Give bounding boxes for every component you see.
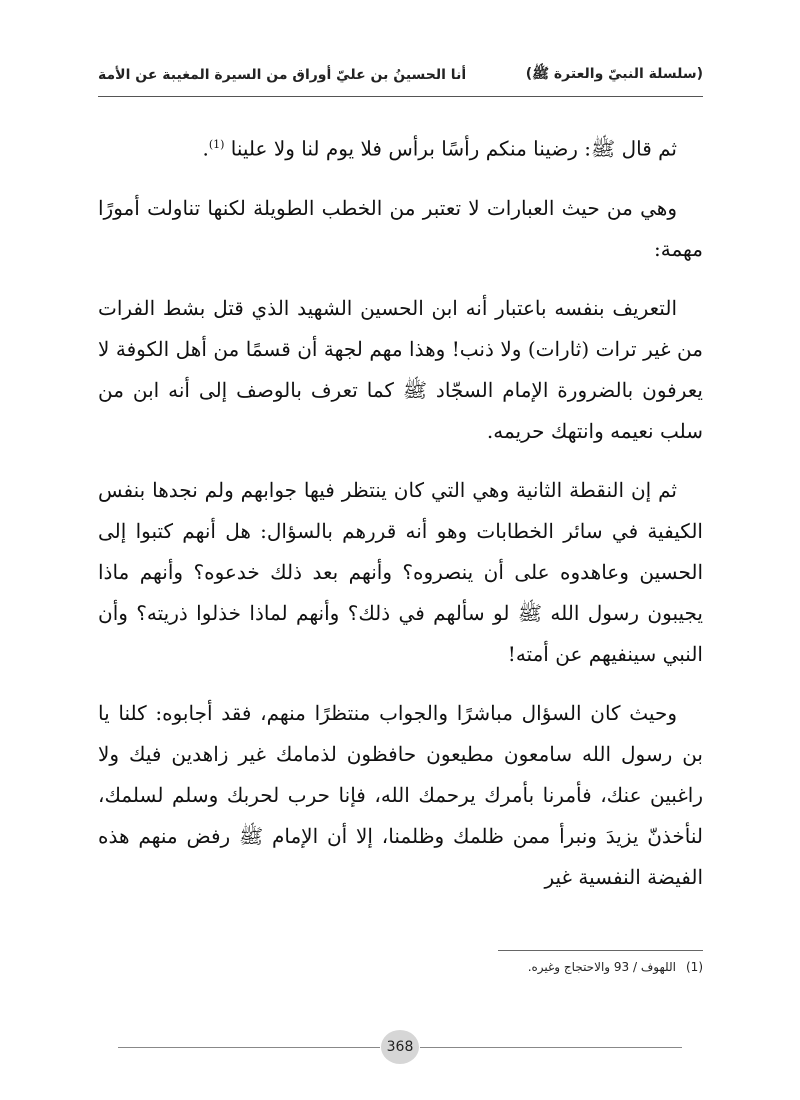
running-header — [98, 58, 703, 92]
footnote-divider — [498, 950, 703, 951]
series-title: (سلسلة النبيّ والعترة ﷺ) — [525, 66, 703, 82]
footnote-reference[interactable]: (1) — [208, 138, 225, 151]
page-number-rule-left — [118, 1047, 380, 1048]
paragraph-4: ثم إن النقطة الثانية وهي التي كان ينتظر فيها جوابهم ولم نجدها بنفس الكيفية في سائر الخطابات وهو أنه قررهم بالسؤال: هل أنهم كتبوا إلى الحسين وعاهدوه على أن ينصروه؟ وأنهم بعد ذلك خدعوه؟ وأنهم ماذا يجيبون رسول الله ﷺ لو سألهم في ذلك؟ وأنهم لماذا خذلوا ذريته؟ وأن النبي سينفيهم عن أمته! — [98, 477, 703, 666]
footnote-text: اللهوف / 93 والاحتجاج وغيره. — [527, 960, 676, 974]
header-divider — [98, 96, 703, 97]
book-title: أنا الحسينُ بن عليّ أوراق من السيرة المغيبة عن الأمة — [98, 67, 467, 83]
paragraph-1: ثم قال ﷺ: رضينا منكم رأسًا برأس فلا يوم لنا ولا علينا $^{(1)}$. — [202, 136, 677, 161]
paragraph-1-text: ثم قال ﷺ: رضينا منكم رأسًا برأس فلا يوم لنا ولا علينا — [230, 136, 677, 161]
paragraph-3: التعريف بنفسه باعتبار أنه ابن الحسين الشهيد الذي قتل بشط الفرات من غير ترات (ثارات) ولا ذنب! وهذا مهم لجهة أن قسمًا من أهل الكوفة لا يعرفون بالضرورة الإمام السجّاد ﷺ كما تعرف بالوصف إلى أنه ابن من سلب نعيمه وانتهك حريمه. — [98, 295, 703, 443]
paragraph-5: وحيث كان السؤال مباشرًا والجواب منتظرًا منهم، فقد أجابوه: كلنا يا بن رسول الله سامعون مطيعون حافظون لذمامك غير زاهدين فيك ولا راغبين عنك، فأمرنا بأمرك يرحمك الله، فإنا حرب لحربك وسلم لسلمك، لنأخذنّ يزيدَ ونبرأ ممن ظلمك وظلمنا، إلا أن الإمام ﷺ رفض منهم هذه الفيضة النفسية غير — [98, 700, 703, 889]
footnote — [98, 960, 703, 974]
main-text — [98, 124, 703, 916]
page-number-rule-right — [420, 1047, 682, 1048]
footnote-marker: (1) — [685, 960, 703, 974]
paragraph-2: وهي من حيث العبارات لا تعتبر من الخطب الطويلة لكنها تناولت أمورًا مهمة: — [98, 195, 703, 261]
page-number: 368 — [381, 1030, 419, 1064]
